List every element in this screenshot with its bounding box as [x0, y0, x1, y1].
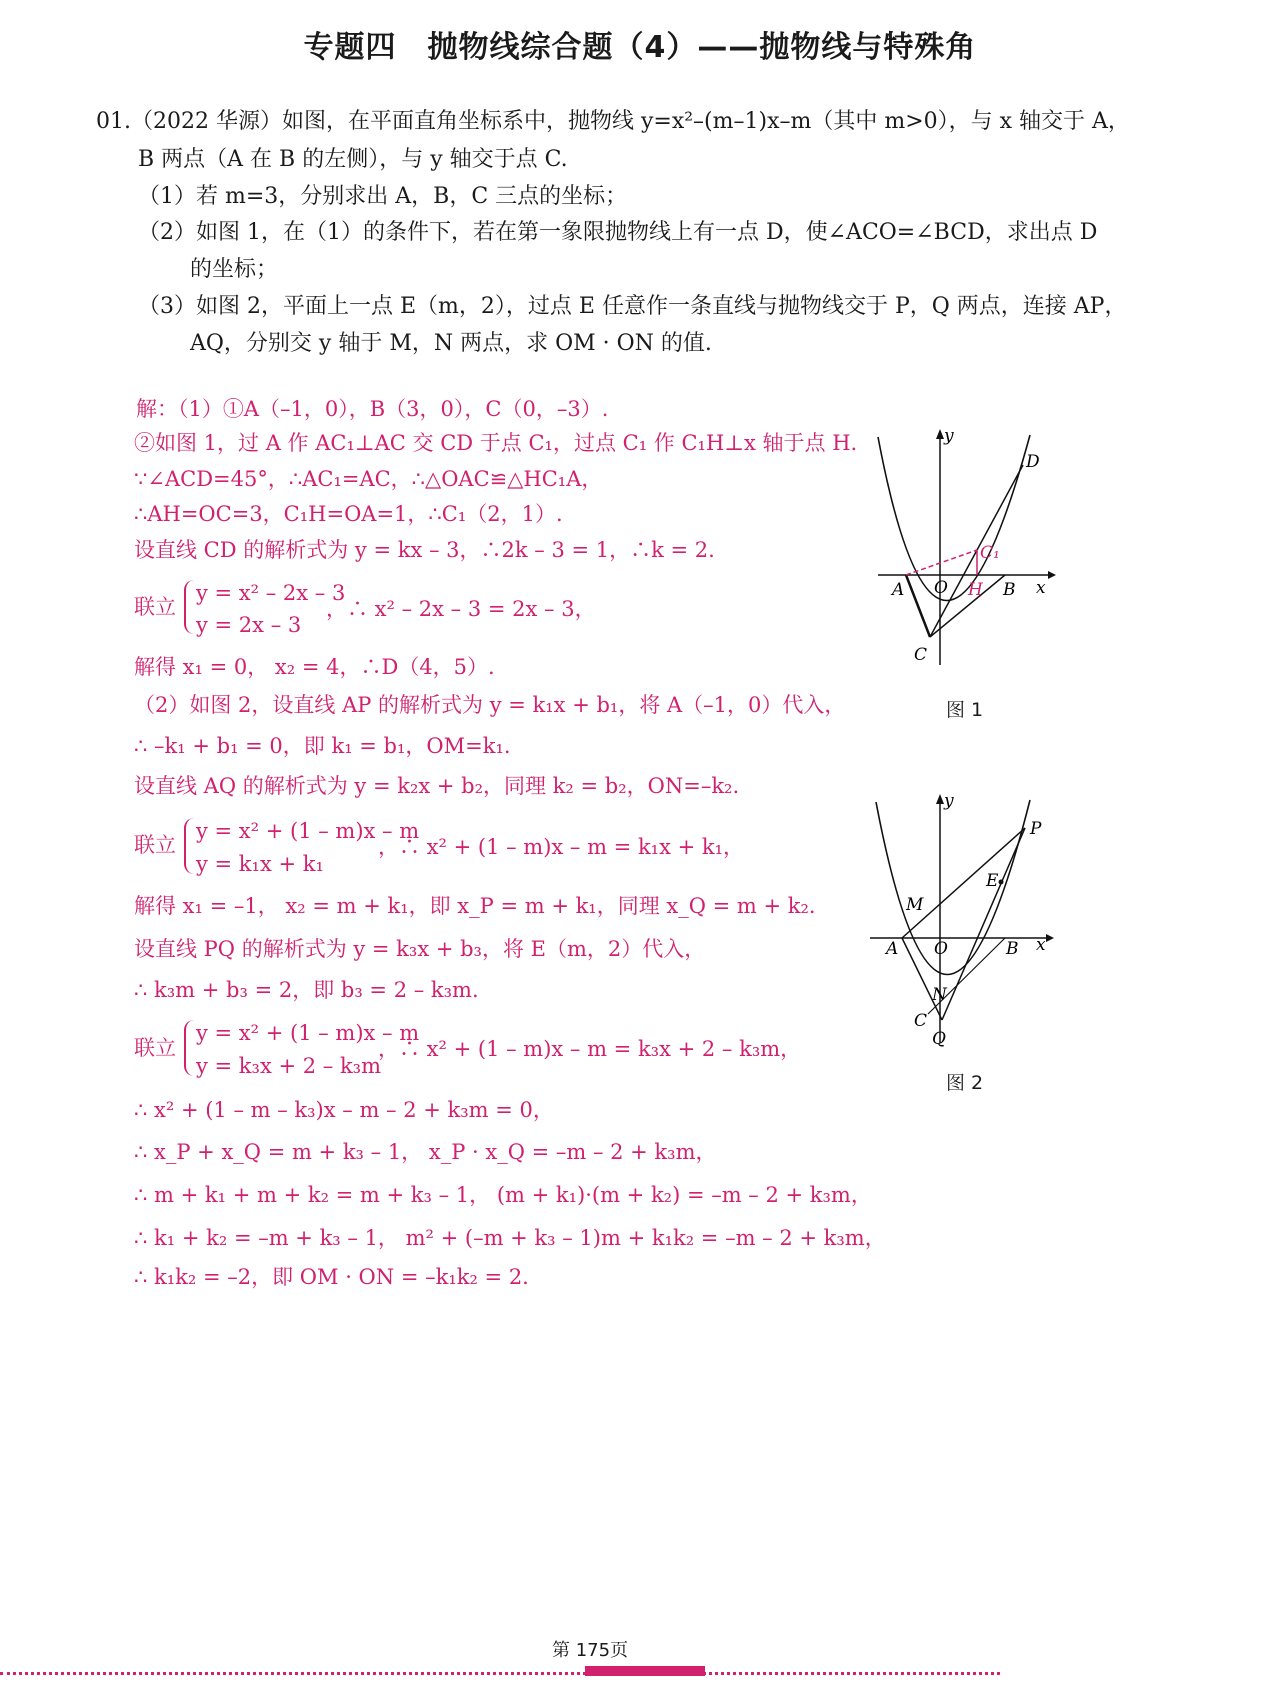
- system-equation: y = x² + (1 – m)x – m: [196, 1021, 420, 1045]
- solution-line: 设直线 AQ 的解析式为 y = k₂x + b₂，同理 k₂ = b₂，ON=–k₂.: [134, 774, 740, 798]
- system-label: 联立: [134, 1036, 176, 1060]
- problem-part-1: （1）若 m=3，分别求出 A，B，C 三点的坐标；: [138, 184, 628, 209]
- solution-line: ∴ k₁ + k₂ = –m + k₃ – 1， m² + (–m + k₃ – 1)m + k₁k₂ = –m – 2 + k₃m，: [134, 1226, 886, 1250]
- y-axis-arrow: [936, 794, 944, 804]
- system-brace: [184, 1020, 194, 1076]
- solution-line: ∴ m + k₁ + m + k₂ = m + k₃ – 1， (m + k₁)·(m + k₂) = –m – 2 + k₃m，: [134, 1183, 872, 1207]
- problem-part-3-line-1: （3）如图 2，平面上一点 E（m，2），过点 E 任意作一条直线与抛物线交于 P，Q 两点，连接 AP，: [138, 294, 1127, 319]
- system-label: 联立: [134, 833, 176, 857]
- system-equation: y = 2x – 3: [196, 613, 302, 637]
- label-x: x: [1036, 935, 1046, 955]
- system-brace: [184, 818, 194, 874]
- label-a: A: [892, 580, 905, 600]
- solution-line: ∴ k₃m + b₃ = 2，即 b₃ = 2 – k₃m.: [134, 978, 479, 1002]
- label-x: x: [1036, 578, 1046, 598]
- label-m: M: [906, 895, 924, 915]
- label-n: N: [932, 985, 947, 1005]
- label-y: y: [944, 791, 954, 811]
- solution-line: ∴ k₁k₂ = –2，即 OM · ON = –k₁k₂ = 2.: [134, 1265, 529, 1289]
- line-pq: [942, 828, 1025, 1020]
- label-b: B: [1003, 580, 1016, 600]
- solution-line: ∴ x_P + x_Q = m + k₃ – 1， x_P · x_Q = –m – 2 + k₃m，: [134, 1140, 717, 1164]
- system-equation: y = k₁x + k₁: [196, 852, 324, 876]
- problem-line-2: B 两点（A 在 B 的左侧），与 y 轴交于点 C.: [138, 147, 568, 172]
- page-number: 第 175页: [552, 1640, 629, 1661]
- label-c: C: [914, 1011, 928, 1031]
- system-equation: y = x² – 2x – 3: [196, 581, 346, 605]
- page-title: 专题四 抛物线综合题（4）——抛物线与特殊角: [303, 30, 977, 65]
- x-axis-arrow: [1046, 934, 1054, 942]
- system-result: ，∴ x² + (1 – m)x – m = k₃x + 2 – k₃m，: [378, 1037, 802, 1061]
- figure-1-caption: 图 1: [946, 699, 984, 721]
- y-axis-arrow: [936, 429, 944, 439]
- footer-dotted-line: [0, 1672, 1000, 1675]
- problem-part-2-line-1: （2）如图 1，在（1）的条件下，若在第一象限抛物线上有一点 D，使∠ACO=∠BCD，求出点 D: [138, 220, 1098, 245]
- system-result: ，∴ x² + (1 – m)x – m = k₁x + k₁，: [378, 835, 745, 859]
- figure-1: [860, 425, 1070, 675]
- solution-line: ②如图 1，过 A 作 AC₁⊥AC 交 CD 于点 C₁，过点 C₁ 作 C₁H⊥x 轴于点 H.: [134, 431, 858, 455]
- figure-2-caption: 图 2: [946, 1072, 984, 1094]
- label-o: O: [934, 578, 948, 598]
- label-q: Q: [932, 1029, 946, 1048]
- label-p: P: [1030, 819, 1042, 839]
- system-equation: y = x² + (1 – m)x – m: [196, 819, 420, 843]
- label-y: y: [944, 426, 954, 446]
- solution-line: ∴AH=OC=3，C₁H=OA=1，∴C₁（2，1）.: [134, 502, 563, 526]
- label-c1: C₁: [980, 543, 1000, 563]
- problem-part-2-line-2: 的坐标；: [190, 257, 279, 282]
- system-brace: [184, 580, 194, 634]
- label-d: D: [1026, 452, 1040, 472]
- solution-line: ∴ –k₁ + b₁ = 0，即 k₁ = b₁，OM=k₁.: [134, 734, 511, 758]
- label-e: E: [986, 871, 999, 891]
- problem-line-1: 01.（2022 华源）如图，在平面直角坐标系中，抛物线 y=x²–(m–1)x–m（其中 m>0），与 x 轴交于 A，: [96, 109, 1130, 134]
- x-axis-arrow: [1048, 571, 1056, 579]
- label-o: O: [934, 939, 948, 959]
- solution-line: 解：（1）①A（–1，0），B（3，0），C（0，–3）.: [136, 397, 609, 421]
- label-b: B: [1006, 939, 1019, 959]
- solution-line: ∴ x² + (1 – m – k₃)x – m – 2 + k₃m = 0，: [134, 1098, 554, 1122]
- solution-line: ∵∠ACD=45°，∴AC₁=AC，∴△OAC≌△HC₁A，: [134, 467, 603, 491]
- label-h: H: [968, 580, 983, 600]
- system-label: 联立: [134, 595, 176, 619]
- solution-line: 设直线 CD 的解析式为 y = kx – 3，∴2k – 3 = 1，∴k = 2.: [134, 538, 715, 562]
- label-a: A: [886, 939, 899, 959]
- problem-part-3-line-2: AQ，分别交 y 轴于 M，N 两点，求 OM · ON 的值.: [190, 331, 712, 356]
- solution-line: （2）如图 2，设直线 AP 的解析式为 y = k₁x + b₁，将 A（–1，0）代入，: [134, 693, 846, 717]
- figure-2: [860, 788, 1070, 1048]
- footer-bar: [585, 1666, 705, 1676]
- segment-ac: [906, 575, 930, 637]
- solution-line: 设直线 PQ 的解析式为 y = k₃x + b₃，将 E（m，2）代入，: [134, 937, 706, 961]
- point-e: [999, 880, 1004, 885]
- solution-line: 解得 x₁ = –1， x₂ = m + k₁，即 x_P = m + k₁，同理 x_Q = m + k₂.: [134, 894, 816, 918]
- system-result: ，∴ x² – 2x – 3 = 2x – 3，: [326, 597, 596, 621]
- solution-line: 解得 x₁ = 0， x₂ = 4，∴D（4，5）.: [134, 655, 495, 679]
- label-c: C: [914, 645, 928, 665]
- system-equation: y = k₃x + 2 – k₃m: [196, 1054, 382, 1078]
